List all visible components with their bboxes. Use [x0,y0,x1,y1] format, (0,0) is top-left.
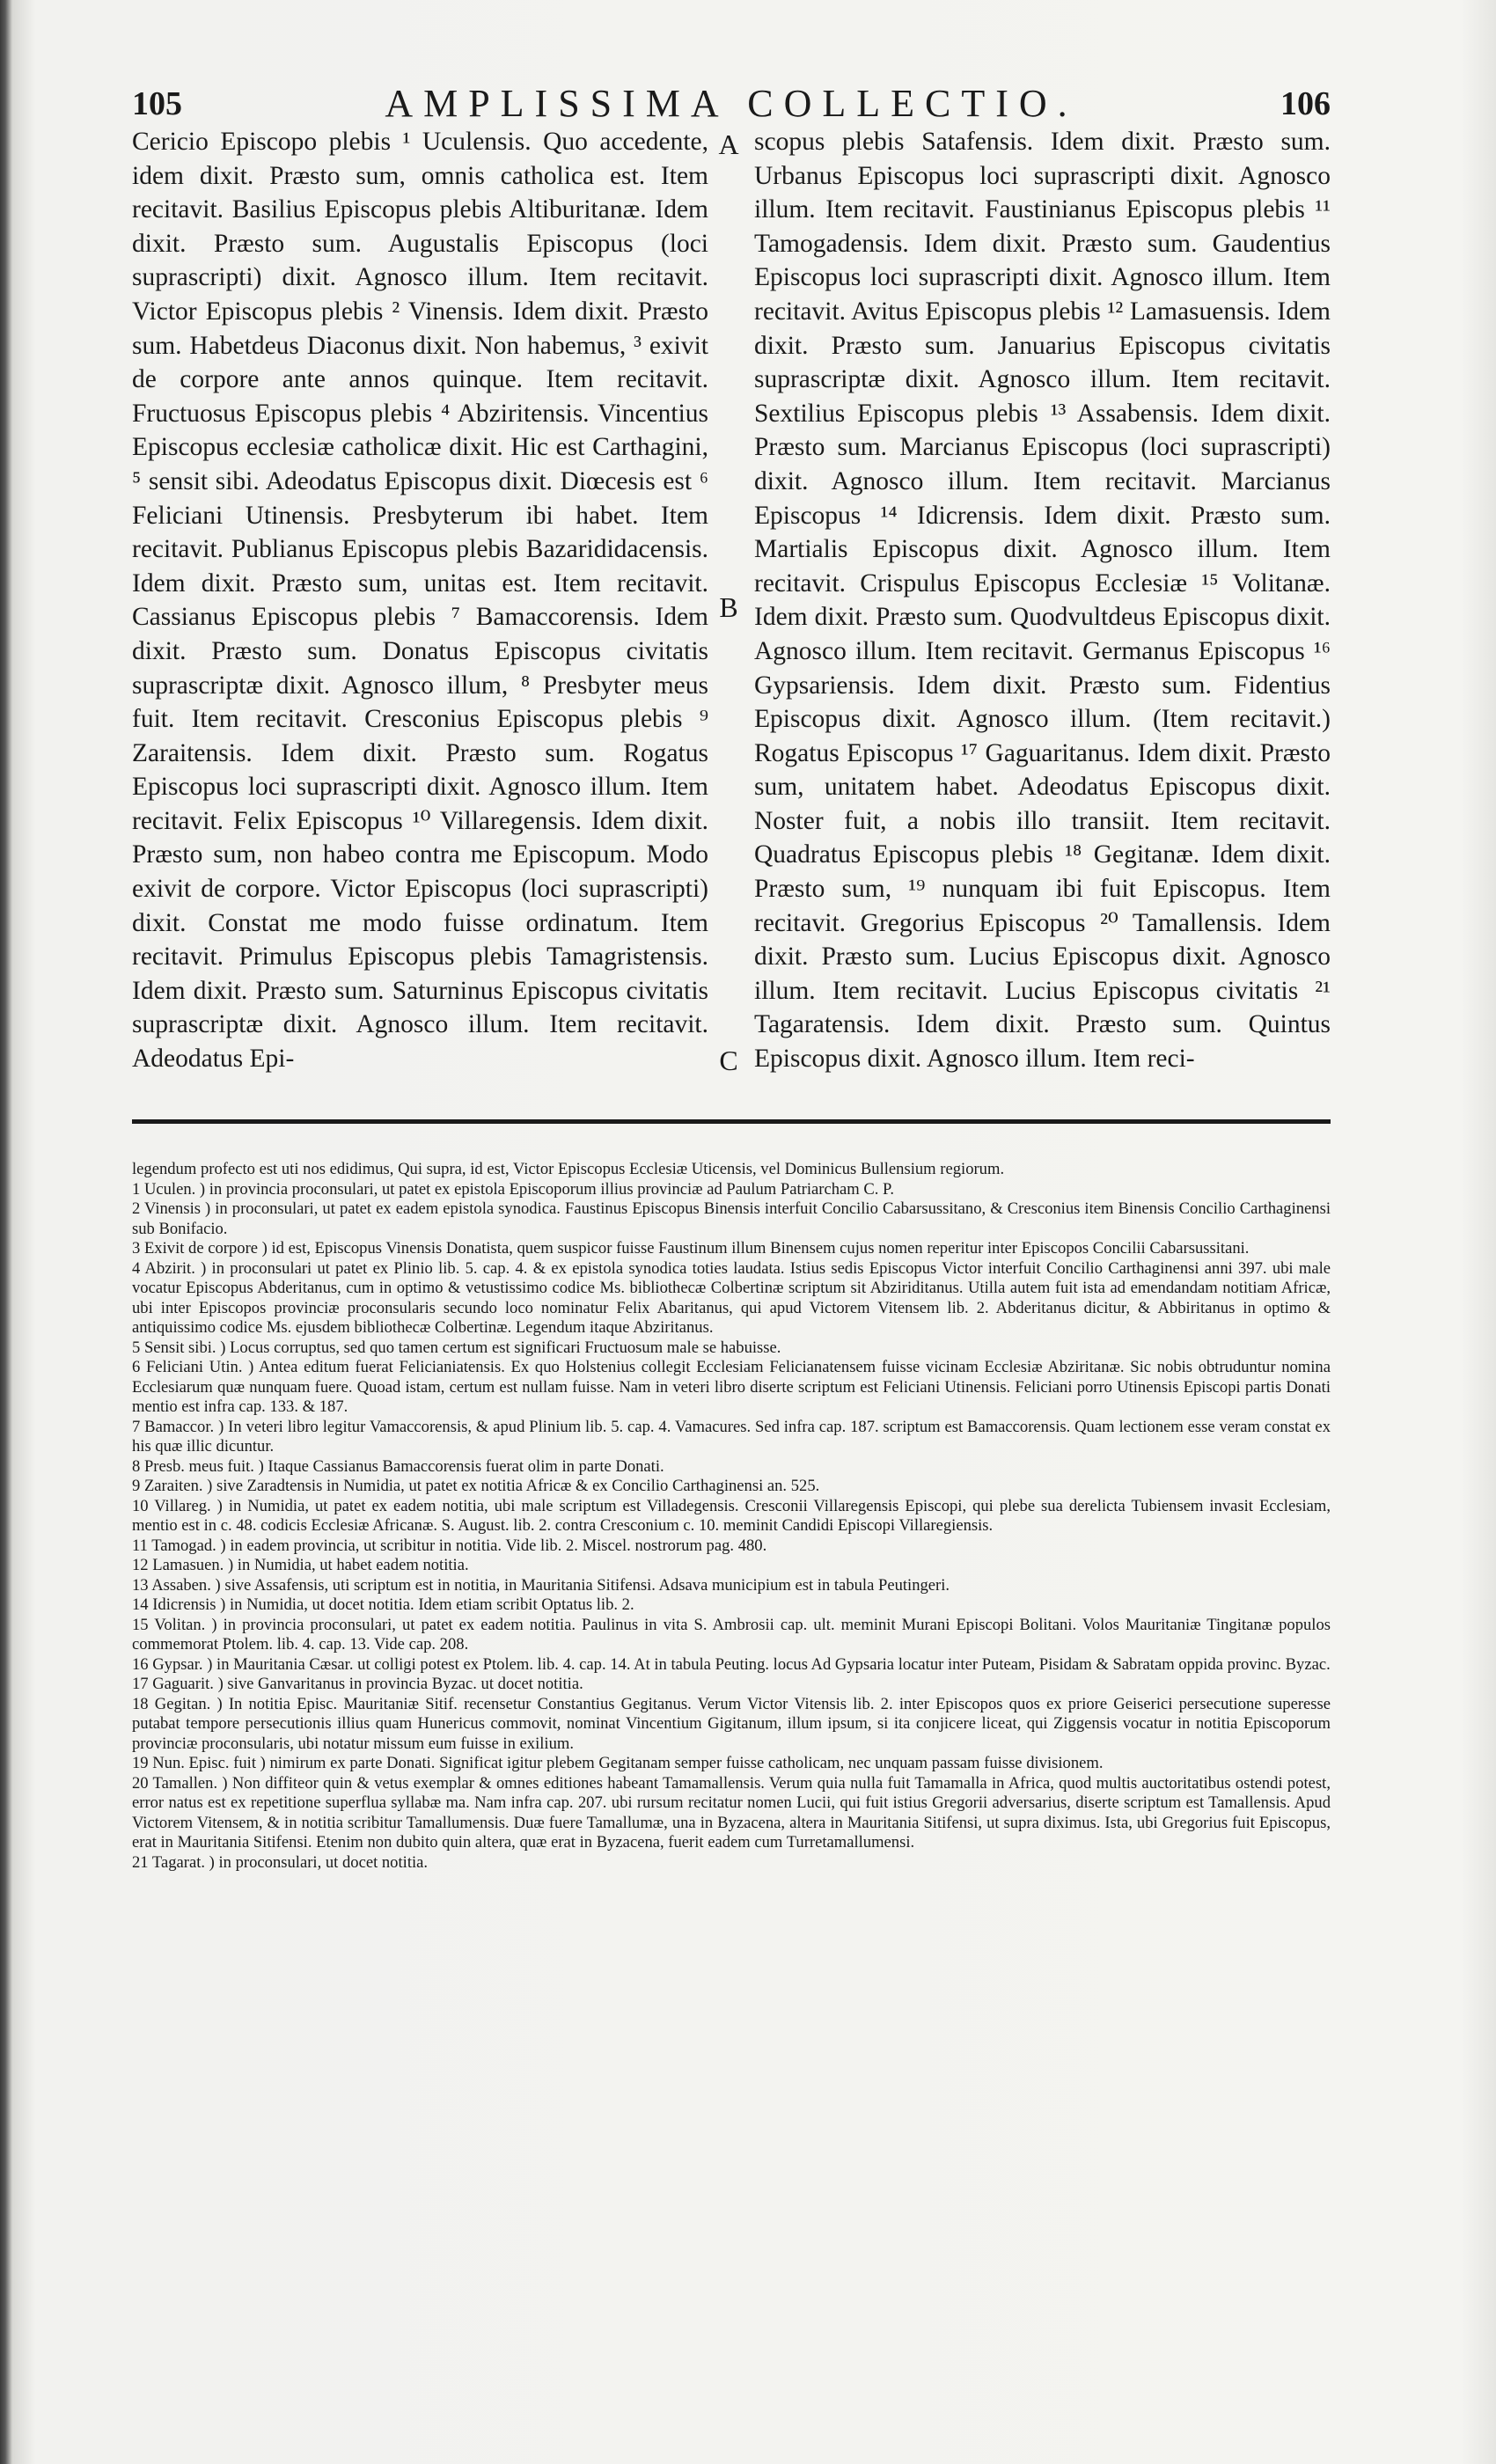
footnote: 9 Zaraiten. ) sive Zaradtensis in Numidia, ut patet ex notitia Africæ & ex Concilio Carthaginensi an. 525. [132,1477,820,1495]
footnotes [132,1160,1331,2418]
margin-marker-a: A [718,128,739,160]
footnote: 4 Abzirit. ) in proconsulari ut patet ex Plinio lib. 5. cap. 4. & ex epistola synodica toties laudata. Istius sedis Episcopus Victor interfuit Concilio Carthaginensi anni 397. ubi male vocatur Episcopus Abderitanus, cum in optimo & vetustissimo codice Ms. bibliothecæ Colbertinæ scriptum sit Abziriditanus. Utilla autem fuit ista ad emendandam notitiam Africæ, ubi inter Episcopos provinciæ proconsularis secundo loco nominatur Felix Abaritanus, qui apud Victorem Vitensem lib. 2. Abderitanus dicitur, & Abbiritanus in optimo & antiquissimo codice Ms. ejusdem bibliothecæ Colbertinæ. Legendum itaque Abziritanus. [132,1258,1331,1337]
main-text-columns [132,125,1331,1115]
footnote: 12 Lamasuen. ) in Numidia, ut habet eadem notitia. [132,1556,469,1574]
margin-marker-c: C [719,1045,738,1076]
footnote-divider [132,1119,1331,1124]
footnote: 5 Sensit sibi. ) Locus corruptus, sed quo tamen certum est significari Fructuosum male se habuisse. [132,1338,781,1357]
footnote: 15 Volitan. ) in provincia proconsulari, ut patet ex eadem notitia. Paulinus in vita S. Ambrosii cap. ult. meminit Murani Episcopi Bolitani. Volos Mauritaniæ Tingitanæ populos commemorat Ptolem. lib. 4. cap. 13. Vide cap. 208. [132,1615,1331,1654]
footnote: 20 Tamallen. ) Non diffiteor quin & vetus exemplar & omnes editiones habeant Tamamallensis. Verum quia nulla fuit Tamamalla in Africa, quod multis auctoritatibus ostendi potest, error natus est ex repetitione superflua syllabæ ma. Nam infra cap. 207. ubi rursum recitatur nomen Lucii, qui fuit istius Gregorii adversarius, diserte scriptum est Tamallensis. Apud Victorem Vitensem, & in notitia scribitur Tamallumensis. Duæ fuere Tamallumæ, una in Byzacena, altera in Mauritania Sitifensi, ut supra diximus. Ista, ubi Gregorius fuit Episcopus, erat in Mauritania Sitifensi. Etenim non dubito quin altera, quæ erat in Byzacena, fuerit eadem cum Turretamallumensi. [132,1773,1331,1852]
footnote: 7 Bamaccor. ) In veteri libro legitur Vamaccorensis, & apud Plinium lib. 5. cap. 4. Vamacures. Sed infra cap. 187. scriptum est Bamaccorensis. Quam lectionem esse veram constat ex his quæ illic dicuntur. [132,1417,1331,1456]
column-right: scopus plebis Satafensis. Idem dixit. Præsto sum. Urbanus Episcopus loci suprascripti dixit. Agnosco illum. Item recitavit. Faustinianus Episcopus plebis ¹¹ Tamogadensis. Idem dixit. Præsto sum. Gaudentius Episcopus loci suprascripti dixit. Agnosco illum. Item recitavit. Avitus Episcopus plebis ¹² Lamasuensis. Idem dixit. Præsto sum. Januarius Episcopus civitatis suprascriptæ dixit. Agnosco illum. Item recitavit. Sextilius Episcopus plebis ¹³ Assabensis. Idem dixit. Præsto sum. Marcianus Episcopus (loci suprascripti) dixit. Agnosco illum. Item recitavit. Marcianus Episcopus ¹⁴ Idicrensis. Idem dixit. Præsto sum. Martialis Episcopus dixit. Agnosco illum. Item recitavit. Crispulus Episcopus Ecclesiæ ¹⁵ Volitanæ. Idem dixit. Præsto sum. Quodvultdeus Episcopus dixit. Agnosco illum. Item recitavit. Germanus Episcopus ¹⁶ Gypsariensis. Idem dixit. Præsto sum. Fidentius Episcopus dixit. Agnosco illum. (Item recitavit.) Rogatus Episcopus ¹⁷ Gaguaritanus. Idem dixit. Præsto sum, unitatem habet. Adeodatus Episcopus dixit. Noster fuit, a nobis illo transiit. Item recitavit. Quadratus Episcopus plebis ¹⁸ Gegitanæ. Idem dixit. Præsto sum, ¹⁹ nunquam ibi fuit Episcopus. Item recitavit. Gregorius Episcopus ²⁰ Tamallensis. Idem dixit. Præsto sum. Lucius Episcopus dixit. Agnosco illum. Item recitavit. Lucius Episcopus civitatis ²¹ Tagaratensis. Idem dixit. Præsto sum. Quintus Episcopus dixit. Agnosco illum. Item reci- [754,128,1331,1074]
footnote: 21 Tagarat. ) in proconsulari, ut docet notitia. [132,1852,429,1872]
footnote: 3 Exivit de corpore ) id est, Episcopus Vinensis Donatista, quem suspicor fuisse Faustinum illum Binensem cujus nomen reperitur inter Episcopos Concilii Cabarsussitani. [132,1239,1250,1258]
page-number-right: 106 [1280,85,1331,122]
footnote: 17 Gaguarit. ) sive Ganvaritanus in provincia Byzac. ut docet notitia. [132,1675,583,1693]
footnote: 13 Assaben. ) sive Assafensis, uti scriptum est in notitia, in Mauritania Sitifensi. Adsava municipium est in tabula Peutingeri. [132,1575,950,1595]
footnote: 18 Gegitan. ) In notitia Episc. Mauritaniæ Sitif. recensetur Constantius Gegitanus. Verum Victor Vitensis lib. 2. inter Episcopos quos ex priore Geiserici persecutione superesse putabat tempore persecutionis illius quam Hunericus commovit, nominat Vincentium Gigitanum, illum ipsum, si ita conjicere liceat, qui Ziggensis vocatur in notitia Episcoporum provinciæ proconsularis, ubi notatur missum eum fuisse in exilium. [132,1694,1331,1753]
page-number-left: 105 [132,85,182,122]
footnote: 16 Gypsar. ) in Mauritania Cæsar. ut colligi potest ex Ptolem. lib. 4. cap. 14. At in tabula Peuting. locus Ad Gypsaria locatur inter Puteam, Pisidam & Sabratam oppida provinc. Byzac. [132,1654,1331,1674]
footnote: 8 Presb. meus fuit. ) Itaque Cassianus Bamaccorensis fuerat olim in parte Donati. [132,1456,664,1476]
footnote: 19 Nun. Episc. fuit ) nimirum ex parte Donati. Significat igitur plebem Gegitanam semper fuisse catholicam, nec unquam passam fuisse divisionem. [132,1754,1104,1772]
margin-marker-b: B [719,591,738,623]
footnote: 2 Vinensis ) in proconsulari, ut patet ex eadem epistola synodica. Faustinus Episcopus Binensis interfuit Concilio Cabarsussitano, & Cresconius item Binensis Concilio Carthaginensi sub Bonifacio. [132,1199,1331,1238]
footnote: 6 Feliciani Utin. ) Antea editum fuerat Felicianiatensis. Ex quo Holstenius collegit Ecclesiam Felicianatensem fuisse vicinam Ecclesiæ Abziritanæ. Sic nobis obtruduntur nomina Ecclesiarum quæ nunquam fuere. Quoad istam, certum est nullam fuisse. Nam in veteri libro diserte scriptum est Feliciani Utinensis. Feliciani porro Utinensis Episcopi partis Donati mentio est infra cap. 133. & 187. [132,1358,1331,1416]
column-left: Cericio Episcopo plebis ¹ Uculensis. Quo accedente, idem dixit. Præsto sum, omnis catholica est. Item recitavit. Basilius Episcopus plebis Altiburitanæ. Idem dixit. Præsto sum. Augustalis Episcopus (loci suprascripti) dixit. Agnosco illum. Item recitavit. Victor Episcopus plebis ² Vinensis. Idem dixit. Præsto sum. Habetdeus Diaconus dixit. Non habemus, ³ exivit de corpore ante annos quinque. Item recitavit. Fructuosus Episcopus plebis ⁴ Abziritensis. Vincentius Episcopus ecclesiæ catholicæ dixit. Hic est Carthagini, ⁵ sensit sibi. Adeodatus Episcopus dixit. Diœcesis est ⁶ Feliciani Utinensis. Presbyterum ibi habet. Item recitavit. Publianus Episcopus plebis Bazarididacensis. Idem dixit. Præsto sum, unitas est. Item recitavit. Cassianus Episcopus plebis ⁷ Bamaccorensis. Idem dixit. Præsto sum. Donatus Episcopus civitatis suprascriptæ dixit. Agnosco illum, ⁸ Presbyter meus fuit. Item recitavit. Cresconius Episcopus plebis ⁹ Zaraitensis. Idem dixit. Præsto sum. Rogatus Episcopus loci suprascripti dixit. Agnosco illum. Item recitavit. Felix Episcopus ¹⁰ Villaregensis. Idem dixit. Præsto sum, non habeo contra me Episcopum. Modo exivit de corpore. Victor Episcopus (loci suprascripti) dixit. Constat me modo fuisse ordinatum. Item recitavit. Primulus Episcopus plebis Tamagristensis. Idem dixit. Præsto sum. Saturninus Episcopus civitatis suprascriptæ dixit. Agnosco illum. Item recitavit. Adeodatus Epi- [132,128,708,1074]
footnote-intro: legendum profecto est uti nos edidimus, Qui supra, id est, Victor Episcopus Ecclesiæ Uticensis, vel Dominicus Bullensium regiorum. [132,1160,1005,1178]
footnote: 10 Villareg. ) in Numidia, ut patet ex eadem notitia, ubi male scriptum est Villadegensis. Cresconii Villaregensis Episcopi, qui plebe sua derelicta Tubiensem invasit Ecclesiam, mentio est in c. 48. codicis Ecclesiæ Africanæ. S. August. lib. 2. contra Cresconium c. 10. meminit Candidi Episcopi Villaregiensis. [132,1496,1331,1535]
footnote: 1 Uculen. ) in provincia proconsulari, ut patet ex epistola Episcoporum illius provinciæ ad Paulum Patriarcham C. P. [132,1179,894,1199]
footnote: 14 Idicrensis ) in Numidia, ut docet notitia. Idem etiam scribit Optatus lib. 2. [132,1595,634,1614]
running-title: AMPLISSIMA COLLECTIO. [385,82,1078,125]
footnote: 11 Tamogad. ) in eadem provincia, ut scribitur in notitia. Vide lib. 2. Miscel. nostrorum pag. 480. [132,1536,767,1555]
